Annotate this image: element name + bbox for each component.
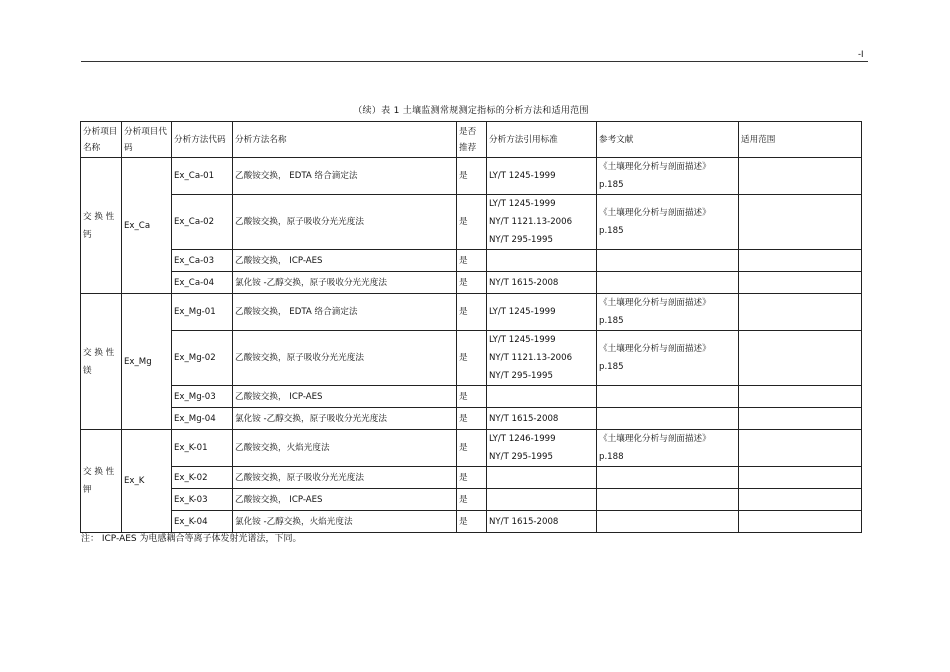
header-item-code: [122, 122, 172, 158]
table-row: [81, 158, 862, 195]
header-method-name: [233, 122, 457, 158]
method-code-cell: Ex_Ca-01: [172, 158, 233, 195]
header-scope: [739, 122, 862, 158]
standard-cell: [487, 331, 597, 386]
item-name-cell-line: 交 换 性: [83, 467, 115, 477]
header-standard: [487, 122, 597, 158]
page-marker: -I: [858, 49, 864, 59]
header-text: 目代码: [124, 126, 167, 153]
table-caption: （续）表 1 土壤监测常规测定指标的分析方法和适用范围: [353, 106, 589, 116]
table-row: [81, 430, 862, 467]
header-text: 目名称: [83, 126, 118, 153]
method-code-cell: Ex_K-04: [172, 511, 233, 533]
method-name-cell: 氯化铵 -乙醇交换，火焰光度法: [233, 511, 457, 533]
table-row: [81, 294, 862, 331]
recommended-cell: 是: [457, 331, 487, 386]
header-item-name: [81, 122, 122, 158]
header-text: 代码: [208, 134, 226, 145]
header-text: 分析方法: [174, 134, 209, 145]
table-row: [81, 331, 862, 386]
recommended-cell: 是: [457, 294, 487, 331]
item-name-cell-line: 镁: [83, 365, 92, 376]
item-code-cell: Ex_Mg: [122, 294, 172, 430]
standard-cell: [487, 511, 597, 533]
header-text: 分析项: [83, 126, 109, 137]
standard-cell-line: NY/T 1615-2008: [489, 277, 559, 288]
method-code-cell: Ex_Ca-02: [172, 195, 233, 250]
header-recommended: [457, 122, 487, 158]
standard-cell: [487, 430, 597, 467]
scope-cell: [739, 430, 862, 467]
reference-cell: [597, 489, 739, 511]
item-name-cell-line: 钾: [83, 485, 92, 495]
header-text: 推荐: [459, 142, 477, 153]
header-method-code: [172, 122, 233, 158]
standard-cell-line: LY/T 1245-1999: [489, 171, 556, 181]
method-code-cell: Ex_Ca-03: [172, 250, 233, 272]
reference-cell: [597, 511, 739, 533]
header-text: 是否: [459, 126, 477, 137]
standard-cell: [487, 294, 597, 331]
scope-cell: [739, 331, 862, 386]
standard-cell: [487, 158, 597, 195]
standard-cell-line: LY/T 1245-1999: [489, 199, 556, 209]
scope-cell: [739, 195, 862, 250]
table-footnote: 注： ICP-AES 为电感耦合等离子体发射光谱法，下同。: [81, 534, 302, 544]
reference-cell: [597, 408, 739, 430]
standard-cell: [487, 489, 597, 511]
scope-cell: [739, 272, 862, 294]
method-name-cell: 乙酸铵交换， ICP-AES: [233, 489, 457, 511]
reference-cell-line: 《土壤理化分析与剖面描述》: [599, 298, 711, 308]
reference-cell: [597, 158, 739, 195]
recommended-cell: 是: [457, 386, 487, 408]
table-row: [81, 250, 862, 272]
method-code-cell: Ex_Ca-04: [172, 272, 233, 294]
header-text: 适用范围: [741, 134, 776, 145]
reference-cell-line: 《土壤理化分析与剖面描述》: [599, 162, 711, 172]
header-text: 分析项: [124, 126, 150, 137]
reference-cell: [597, 294, 739, 331]
scope-cell: [739, 294, 862, 331]
method-name-cell: 乙酸铵交换， ICP-AES: [233, 386, 457, 408]
method-code-cell: Ex_Mg-04: [172, 408, 233, 430]
reference-cell-line: p.188: [599, 452, 624, 462]
standard-cell-line: NY/T 295-1995: [489, 452, 553, 462]
reference-cell: [597, 386, 739, 408]
reference-cell: [597, 430, 739, 467]
standard-cell: [487, 386, 597, 408]
header-text: 分析方法引用标准: [489, 134, 558, 145]
method-name-cell: 乙酸铵交换，火焰光度法: [233, 430, 457, 467]
reference-cell-line: p.185: [599, 226, 624, 236]
standard-cell-line: LY/T 1245-1999: [489, 307, 556, 317]
scope-cell: [739, 489, 862, 511]
reference-cell: [597, 250, 739, 272]
scope-cell: [739, 511, 862, 533]
item-code-cell: Ex_K: [122, 430, 172, 533]
reference-cell-line: p.185: [599, 316, 624, 326]
table-row: [81, 511, 862, 533]
recommended-cell: 是: [457, 272, 487, 294]
reference-cell-line: p.185: [599, 362, 624, 372]
scope-cell: [739, 408, 862, 430]
methods-table: [80, 121, 862, 533]
method-code-cell: Ex_K-02: [172, 467, 233, 489]
item-name-cell: [81, 430, 122, 533]
method-code-cell: Ex_Mg-01: [172, 294, 233, 331]
standard-cell-line: NY/T 295-1995: [489, 235, 553, 245]
method-name-cell: 乙酸铵交换，原子吸收分光光度法: [233, 195, 457, 250]
recommended-cell: 是: [457, 195, 487, 250]
standard-cell-line: NY/T 1615-2008: [489, 413, 559, 424]
header-reference: [597, 122, 739, 158]
reference-cell-line: p.185: [599, 180, 624, 190]
standard-cell-line: LY/T 1245-1999: [489, 335, 556, 345]
method-code-cell: Ex_K-03: [172, 489, 233, 511]
method-name-cell: 乙酸铵交换，原子吸收分光光度法: [233, 467, 457, 489]
recommended-cell: 是: [457, 408, 487, 430]
method-code-cell: Ex_Mg-03: [172, 386, 233, 408]
reference-cell: [597, 331, 739, 386]
standard-cell: [487, 272, 597, 294]
item-name-cell-line: 交 换 性: [83, 347, 115, 358]
reference-cell: [597, 272, 739, 294]
standard-cell-line: NY/T 1615-2008: [489, 516, 559, 527]
scope-cell: [739, 386, 862, 408]
table-row: [81, 489, 862, 511]
reference-cell: [597, 467, 739, 489]
method-name-cell: 乙酸铵交换，原子吸收分光光度法: [233, 331, 457, 386]
scope-cell: [739, 250, 862, 272]
item-name-cell: [81, 158, 122, 294]
method-name-cell: 乙酸铵交换， ICP-AES: [233, 250, 457, 272]
method-name-cell: 乙酸铵交换， EDTA 络合滴定法: [233, 294, 457, 331]
standard-cell-line: NY/T 295-1995: [489, 371, 553, 381]
recommended-cell: 是: [457, 489, 487, 511]
table-row: [81, 408, 862, 430]
method-name-cell: 氯化铵 -乙醇交换，原子吸收分光光度法: [233, 272, 457, 294]
table-header-row: [81, 122, 862, 158]
standard-cell-line: NY/T 1121.13-2006: [489, 217, 573, 227]
reference-cell: [597, 195, 739, 250]
standard-cell: [487, 467, 597, 489]
item-name-cell-line: 钙: [83, 229, 92, 240]
table-row: [81, 467, 862, 489]
header-rule: [81, 61, 868, 62]
reference-cell-line: 《土壤理化分析与剖面描述》: [599, 344, 711, 354]
method-name-cell: 氯化铵 -乙醇交换，原子吸收分光光度法: [233, 408, 457, 430]
table-row: [81, 272, 862, 294]
method-code-cell: Ex_Mg-02: [172, 331, 233, 386]
reference-cell-line: 《土壤理化分析与剖面描述》: [599, 434, 711, 444]
item-code-cell: Ex_Ca: [122, 158, 172, 294]
item-name-cell: [81, 294, 122, 430]
table-row: [81, 386, 862, 408]
standard-cell: [487, 195, 597, 250]
standard-cell-line: NY/T 1121.13-2006: [489, 353, 573, 363]
header-text: 参考文献: [599, 134, 634, 145]
recommended-cell: 是: [457, 430, 487, 467]
recommended-cell: 是: [457, 467, 487, 489]
reference-cell-line: 《土壤理化分析与剖面描述》: [599, 208, 711, 218]
recommended-cell: 是: [457, 158, 487, 195]
table-row: [81, 195, 862, 250]
method-code-cell: Ex_K-01: [172, 430, 233, 467]
header-text: 分析方法名称: [235, 134, 287, 145]
scope-cell: [739, 467, 862, 489]
recommended-cell: 是: [457, 250, 487, 272]
recommended-cell: 是: [457, 511, 487, 533]
standard-cell-line: LY/T 1246-1999: [489, 434, 556, 444]
method-name-cell: 乙酸铵交换， EDTA 络合滴定法: [233, 158, 457, 195]
standard-cell: [487, 408, 597, 430]
scope-cell: [739, 158, 862, 195]
item-name-cell-line: 交 换 性: [83, 211, 115, 222]
standard-cell: [487, 250, 597, 272]
